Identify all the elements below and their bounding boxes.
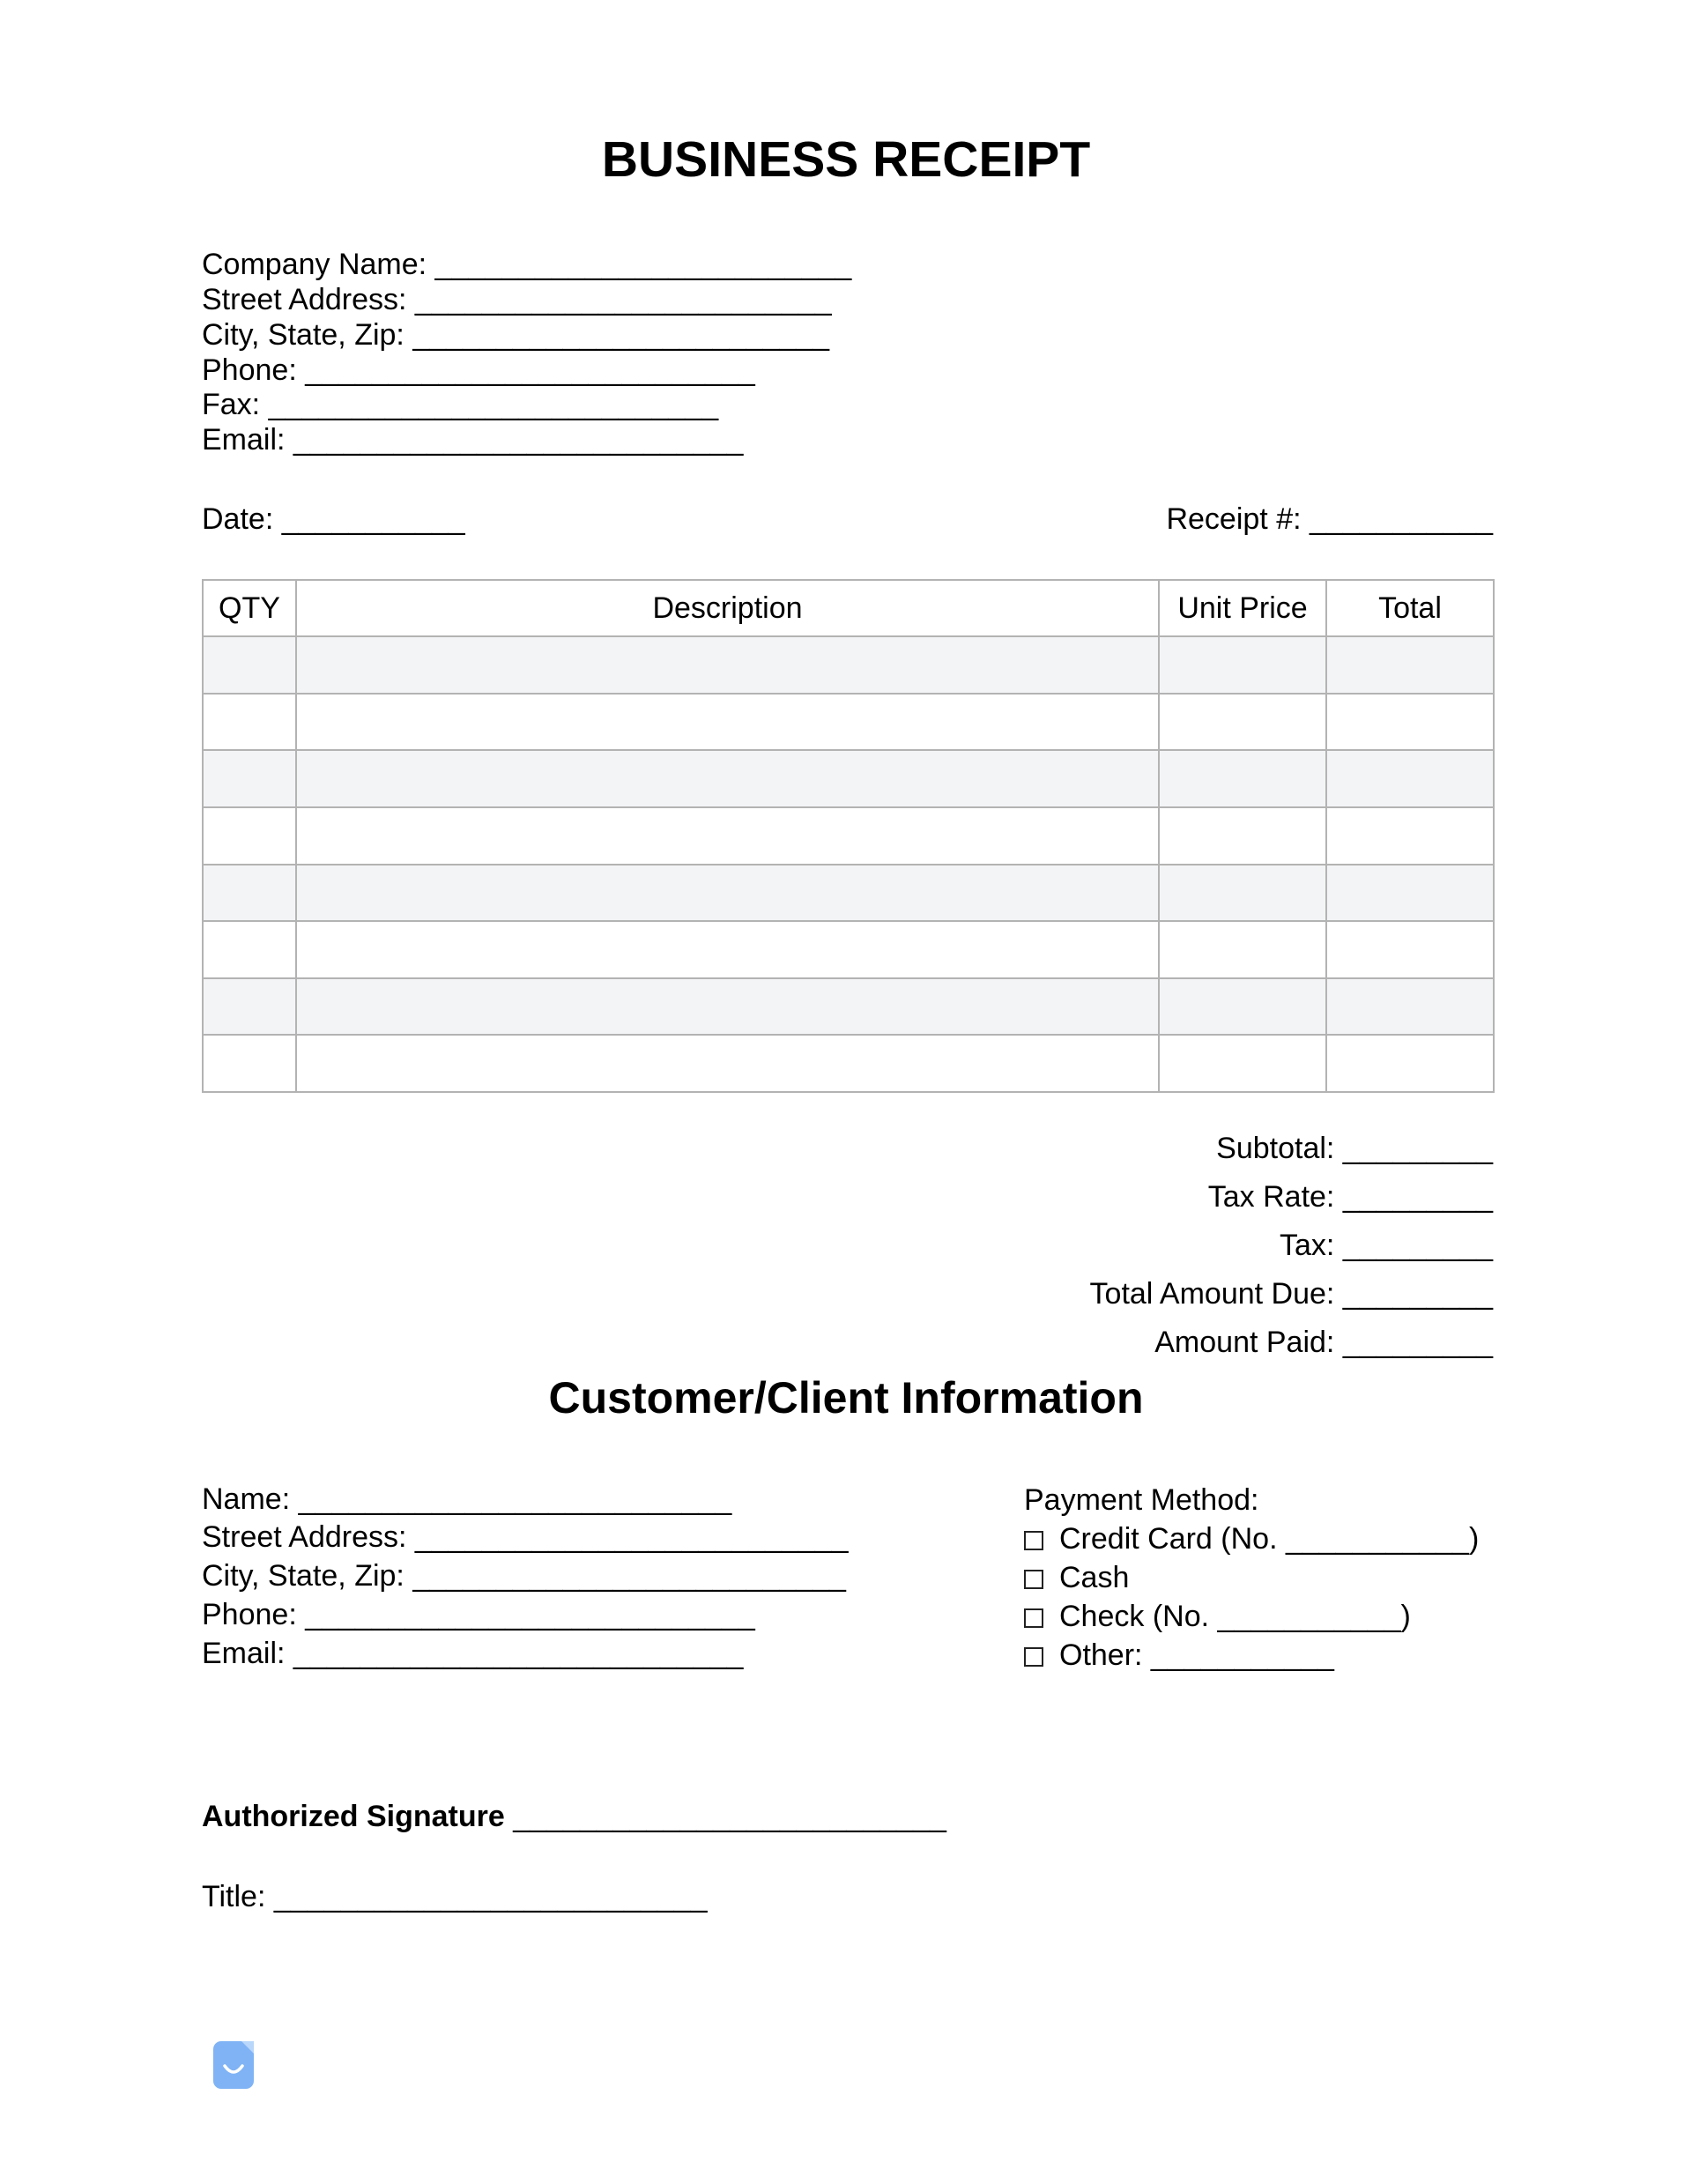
customer-street-field: Street Address: __________________________ [202,1520,849,1554]
table-row [203,807,1494,865]
customer-email-field: Email: ___________________________ [202,1637,744,1670]
payment-option-label: Credit Card (No. ___________) [1059,1522,1480,1556]
table-row [203,636,1494,694]
company-city-field: City, State, Zip: _________________________ [202,318,830,352]
unit-price-cell[interactable] [1159,921,1326,978]
total-cell[interactable] [1326,750,1494,807]
items-table [202,579,1495,1093]
amount-paid-field: Amount Paid: _________ [1154,1326,1493,1359]
page-title: BUSINESS RECEIPT [601,131,1091,188]
document-logo-icon [212,2039,256,2091]
total-cell[interactable] [1326,807,1494,865]
unit-price-cell[interactable] [1159,978,1326,1036]
table-header-row [203,580,1494,636]
table-row [203,921,1494,978]
checkbox-icon[interactable] [1024,1531,1043,1550]
qty-cell[interactable] [203,694,296,751]
table-row [203,750,1494,807]
total-cell[interactable] [1326,694,1494,751]
receipt-number-field: Receipt #: ___________ [1166,502,1493,536]
customer-section-heading: Customer/Client Information [548,1373,1144,1423]
unit-price-cell[interactable] [1159,807,1326,865]
qty-cell[interactable] [203,978,296,1036]
total-cell[interactable] [1326,921,1494,978]
customer-city-field: City, State, Zip: __________________________ [202,1559,846,1593]
unit-price-cell[interactable] [1159,865,1326,922]
description-cell[interactable] [296,636,1159,694]
company-phone-field: Phone: ___________________________ [202,353,755,387]
total-cell[interactable] [1326,865,1494,922]
total-header: Total [1326,580,1494,636]
qty-cell[interactable] [203,750,296,807]
total-cell[interactable] [1326,978,1494,1036]
company-street-field: Street Address: _________________________ [202,283,832,316]
payment-method-label: Payment Method: [1024,1483,1259,1517]
payment-option-other[interactable] [1024,1636,1479,1675]
table-row [203,694,1494,751]
table-row [203,1035,1494,1092]
unit-price-header: Unit Price [1159,580,1326,636]
subtotal-field: Subtotal: _________ [1216,1132,1493,1165]
checkbox-icon[interactable] [1024,1647,1043,1667]
unit-price-cell[interactable] [1159,636,1326,694]
unit-price-cell[interactable] [1159,1035,1326,1092]
description-cell[interactable] [296,807,1159,865]
date-field: Date: ___________ [202,502,465,536]
table-row [203,978,1494,1036]
description-header: Description [296,580,1159,636]
description-cell[interactable] [296,750,1159,807]
table-row [203,865,1494,922]
total-cell[interactable] [1326,636,1494,694]
checkbox-icon[interactable] [1024,1570,1043,1589]
authorized-signature-label: Authorized Signature [202,1800,505,1833]
total-cell[interactable] [1326,1035,1494,1092]
description-cell[interactable] [296,694,1159,751]
qty-cell[interactable] [203,921,296,978]
payment-method-group [1024,1481,1479,1675]
customer-name-field: Name: __________________________ [202,1482,732,1516]
company-name-field: Company Name: _________________________ [202,248,852,281]
payment-option-label: Check (No. ___________) [1059,1600,1411,1633]
description-cell[interactable] [296,978,1159,1036]
authorized-signature-field [202,1799,946,1834]
company-fax-field: Fax: ___________________________ [202,388,719,421]
qty-cell[interactable] [203,807,296,865]
unit-price-cell[interactable] [1159,694,1326,751]
payment-option-credit-card[interactable] [1024,1519,1479,1558]
qty-cell[interactable] [203,865,296,922]
qty-cell[interactable] [203,1035,296,1092]
signature-line: __________________________ [504,1800,946,1833]
checkbox-icon[interactable] [1024,1608,1043,1628]
unit-price-cell[interactable] [1159,750,1326,807]
qty-header: QTY [203,580,296,636]
items-table-body [203,636,1494,1092]
payment-option-label: Cash [1059,1561,1130,1594]
qty-cell[interactable] [203,636,296,694]
description-cell[interactable] [296,1035,1159,1092]
payment-option-cash[interactable] [1024,1558,1479,1597]
company-email-field: Email: ___________________________ [202,423,744,457]
title-field: Title: __________________________ [202,1880,708,1913]
tax-field: Tax: _________ [1280,1229,1493,1262]
total-amount-due-field: Total Amount Due: _________ [1089,1277,1493,1311]
description-cell[interactable] [296,921,1159,978]
tax-rate-field: Tax Rate: _________ [1207,1180,1493,1214]
description-cell[interactable] [296,865,1159,922]
customer-phone-field: Phone: ___________________________ [202,1598,755,1631]
payment-option-check[interactable] [1024,1597,1479,1636]
payment-option-label: Other: ___________ [1059,1638,1334,1672]
